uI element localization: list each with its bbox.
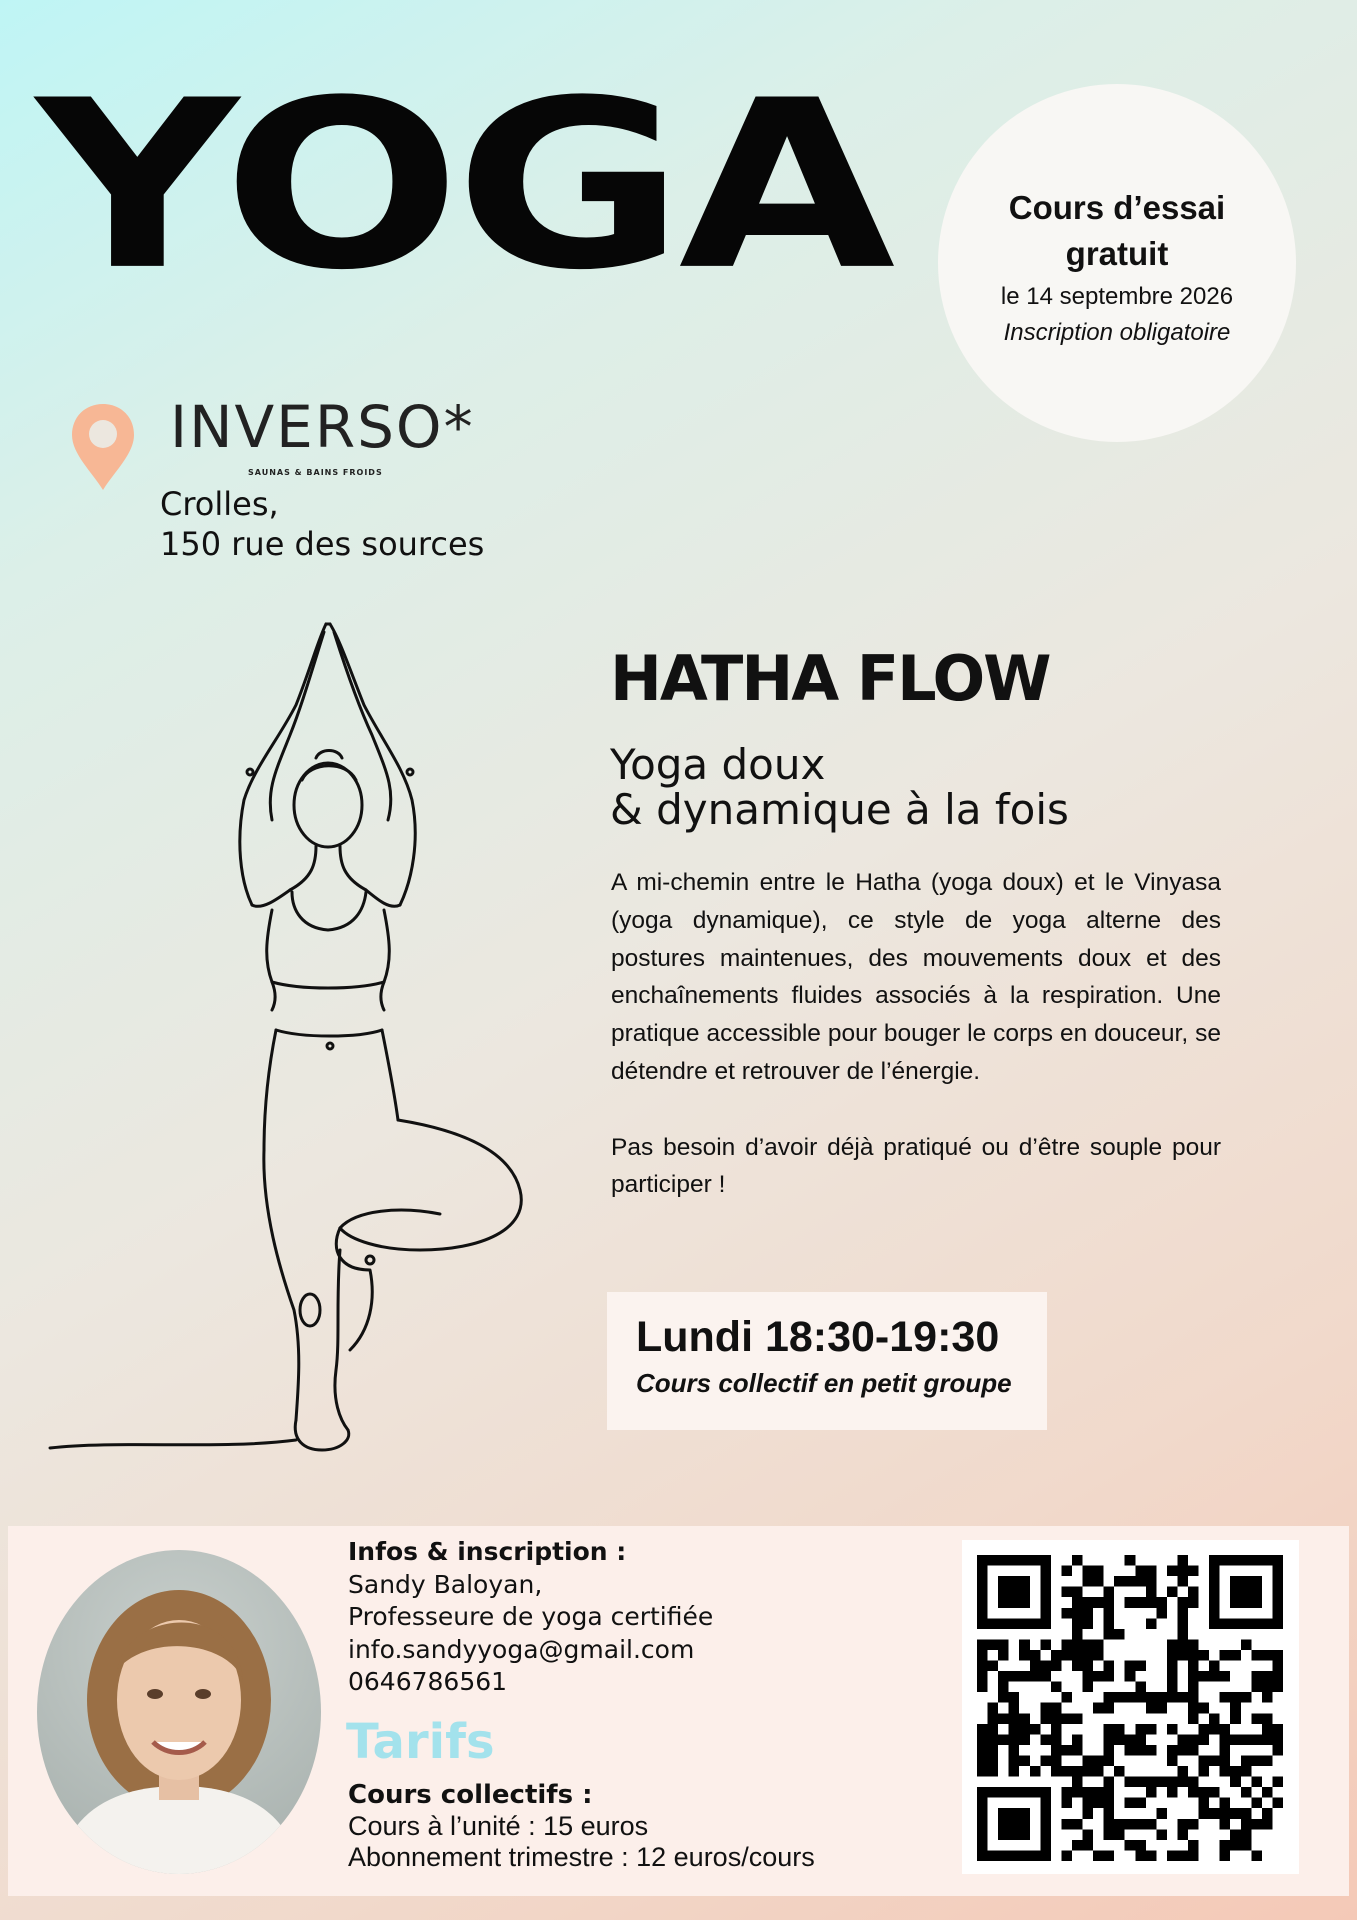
schedule-type: Cours collectif en petit groupe: [636, 1367, 1012, 1398]
description-paragraph-2: Pas besoin d’avoir déjà pratiqué ou d’être souple pour participer !: [611, 1133, 1221, 1199]
teacher-portrait: [37, 1550, 321, 1874]
venue-logo: [170, 393, 475, 477]
qr-code-icon[interactable]: [977, 1555, 1283, 1861]
venue-address: [160, 484, 484, 564]
free-trial-badge: [938, 84, 1296, 442]
contact-info: [348, 1536, 713, 1699]
class-subtitle-line-2: & dynamique à la fois: [610, 785, 1069, 834]
class-title: HATHA FLOW: [610, 642, 1050, 715]
trial-note: Inscription obligatoire: [1003, 318, 1231, 346]
address-line-1: Crolles,: [160, 485, 279, 523]
pricing-group-heading: Cours collectifs :: [348, 1780, 593, 1810]
schedule-time: Lundi 18:30-19:30: [636, 1313, 1000, 1361]
yoga-tree-pose-illustration: [40, 610, 560, 1470]
trial-title: Cours d’essai gratuit: [1008, 189, 1226, 272]
pricing-details: [348, 1780, 815, 1873]
pricing-title: Tarifs: [346, 1714, 495, 1770]
address-line-2: 150 rue des sources: [160, 525, 485, 563]
logo-tagline: SAUNAS & BAINS FROIDS: [248, 468, 383, 477]
contact-phone[interactable]: 0646786561: [348, 1667, 508, 1696]
teacher-photo: [37, 1550, 321, 1874]
pricing-unit: Cours à l’unité : 15 euros: [348, 1811, 649, 1841]
headline: YOGA: [36, 50, 890, 322]
contact-name: Sandy Baloyan,: [348, 1569, 543, 1599]
contact-email[interactable]: info.sandyyoga@gmail.com: [348, 1634, 695, 1664]
location-pin-icon: [70, 402, 136, 492]
schedule-box: [607, 1292, 1047, 1430]
trial-date: le 14 septembre 2026: [1000, 282, 1234, 310]
class-subtitle-line-1: Yoga doux: [610, 740, 826, 789]
contact-heading: Infos & inscription :: [348, 1537, 627, 1566]
class-subtitle: [610, 742, 1069, 832]
logo-word: INVERSO*: [170, 393, 475, 461]
class-description: [611, 864, 1221, 1204]
description-paragraph-1: A mi-chemin entre le Hatha (yoga doux) et le Vinyasa (yoga dynamique), ce style de yoga alterne des postures maintenues, des mouvements doux et des enchaînements fluides associés à la respiration. Une pratique accessible pour bouger le corps en douceur, se détendre et retrouver de l’énergie.: [611, 869, 1221, 1085]
contact-role: Professeure de yoga certifiée: [348, 1602, 714, 1631]
qr-code-panel[interactable]: [962, 1540, 1299, 1874]
pricing-subscription: Abonnement trimestre : 12 euros/cours: [348, 1842, 815, 1872]
